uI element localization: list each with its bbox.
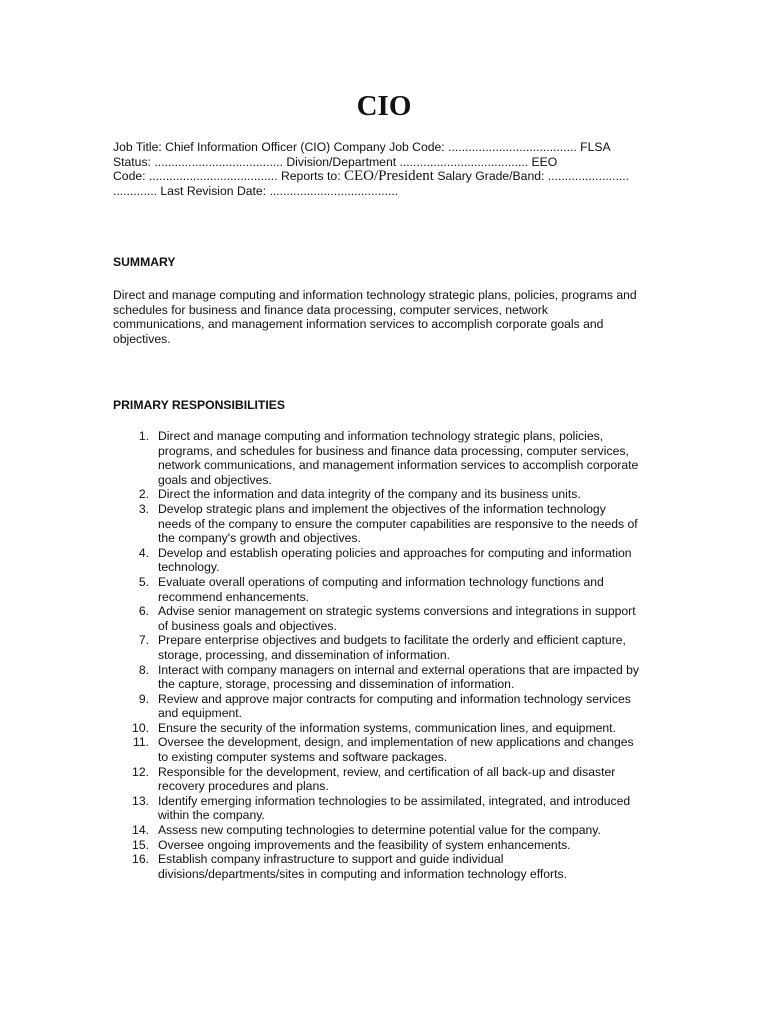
header-line: Job Title: Chief Information Officer (CIO) Company Job Code: ...................................... FLSA [113,140,611,154]
header-line-end: Salary Grade/Band: ........................ [433,169,630,184]
responsibility-text-line: technology. [158,560,220,575]
responsibility-item [113,429,655,487]
responsibility-number: 8. [138,662,149,677]
responsibility-number: 9. [138,691,149,706]
responsibility-text-line: to existing computer systems and software packages. [158,750,448,765]
responsibility-item [113,546,655,575]
summary-line: objectives. [113,331,171,346]
responsibility-item [113,487,655,502]
responsibility-item [113,633,655,662]
responsibility-number: 13. [132,793,149,808]
responsibility-number: 11. [132,735,149,750]
responsibility-text-line: Review and approve major contracts for computing and information technology services [158,691,631,706]
responsibilities-list [113,429,655,881]
responsibility-text-line: Establish company infrastructure to support and guide individual [158,852,504,867]
job-info-header [113,140,655,198]
responsibility-item [113,735,655,764]
summary-paragraph [113,288,655,346]
responsibility-text-line: programs, and schedules for business and finance data processing, computer services, [158,443,629,458]
responsibility-number: 5. [138,574,149,589]
responsibility-text-line: Identify emerging information technologies to be assimilated, integrated, and introduced [158,793,631,808]
responsibility-item [113,663,655,692]
responsibility-number: 6. [138,604,149,619]
responsibility-number: 3. [138,501,149,516]
responsibility-text-line: storage, processing, and dissemination of information. [158,647,450,662]
responsibility-text-line: Evaluate overall operations of computing and information technology functions and [158,574,604,589]
responsibility-text-line: Interact with company managers on internal and external operations that are impacted by [158,662,640,677]
responsibility-number: 4. [138,545,149,560]
responsibility-text-line: of business goals and objectives. [158,618,337,633]
responsibility-text-line: network communications, and management information services to accomplish corporate [158,458,639,473]
responsibility-text-line: Direct the information and data integrity of the company and its business units. [158,487,581,502]
responsibility-text-line: Ensure the security of the information systems, communication lines, and equipment. [158,720,616,735]
responsibility-item [113,765,655,794]
responsibility-number: 7. [138,633,149,648]
responsibility-item [113,575,655,604]
responsibility-text-line: the company's growth and objectives. [158,531,361,546]
responsibility-text-line: the capture, storage, processing and dissemination of information. [158,677,515,692]
header-line: ............. Last Revision Date: ...................................... [113,183,399,198]
summary-heading: SUMMARY [113,255,176,269]
responsibility-text-line: recommend enhancements. [158,589,310,604]
summary-line: Direct and manage computing and information technology strategic plans, policies, programs and [113,288,637,302]
responsibility-text-line: Responsible for the development, review, and certification of all back-up and disaster [158,764,616,779]
responsibility-text-line: Develop and establish operating policies and approaches for computing and information [158,545,632,560]
responsibility-text-line: Advise senior management on strategic systems conversions and integrations in support [158,604,636,619]
document-title: CIO [356,90,412,122]
responsibility-text-line: needs of the company to ensure the computer capabilities are responsive to the needs of [158,516,638,531]
responsibility-item [113,794,655,823]
responsibility-text-line: Oversee the development, design, and implementation of new applications and changes [158,735,634,750]
responsibility-text-line: Develop strategic plans and implement the objectives of the information technology [158,501,606,516]
responsibility-text-line: within the company. [158,808,265,823]
responsibility-text-line: recovery procedures and plans. [158,779,329,794]
responsibility-item [113,604,655,633]
responsibility-text-line: Assess new computing technologies to determine potential value for the company. [158,823,601,838]
responsibilities-heading: PRIMARY RESPONSIBILITIES [113,398,286,412]
responsibility-text-line: and equipment. [158,706,243,721]
responsibility-text-line: Oversee ongoing improvements and the feasibility of system enhancements. [158,837,571,852]
summary-line: communications, and management information services to accomplish corporate goals and [113,317,604,332]
header-line-start: Code: ...................................... Reports to: [113,169,344,184]
responsibility-number: 15. [132,837,149,852]
responsibility-text-line: divisions/departments/sites in computing and information technology efforts. [158,866,567,881]
responsibility-number: 16. [132,852,149,867]
responsibility-item [113,852,655,881]
responsibility-number: 14. [132,823,149,838]
header-line: Status: ...................................... Division/Department ...................................... EEO [113,154,558,169]
responsibility-item [113,823,655,838]
reports-to-value: CEO/President [343,168,434,185]
responsibility-item [113,692,655,721]
responsibility-text-line: Prepare enterprise objectives and budgets to facilitate the orderly and efficient capture, [158,633,626,648]
responsibility-number: 1. [138,429,149,443]
responsibility-item [113,502,655,546]
summary-line: schedules for business and finance data processing, computer services, network [113,302,548,317]
responsibility-number: 12. [132,764,149,779]
responsibility-number: 10. [132,720,149,735]
responsibility-item [113,838,655,853]
responsibility-text-line: Direct and manage computing and information technology strategic plans, policies, [158,429,604,443]
header-line-reports-to [113,169,655,184]
responsibility-text-line: goals and objectives. [158,472,272,487]
responsibility-item [113,721,655,736]
responsibility-number: 2. [138,487,149,502]
